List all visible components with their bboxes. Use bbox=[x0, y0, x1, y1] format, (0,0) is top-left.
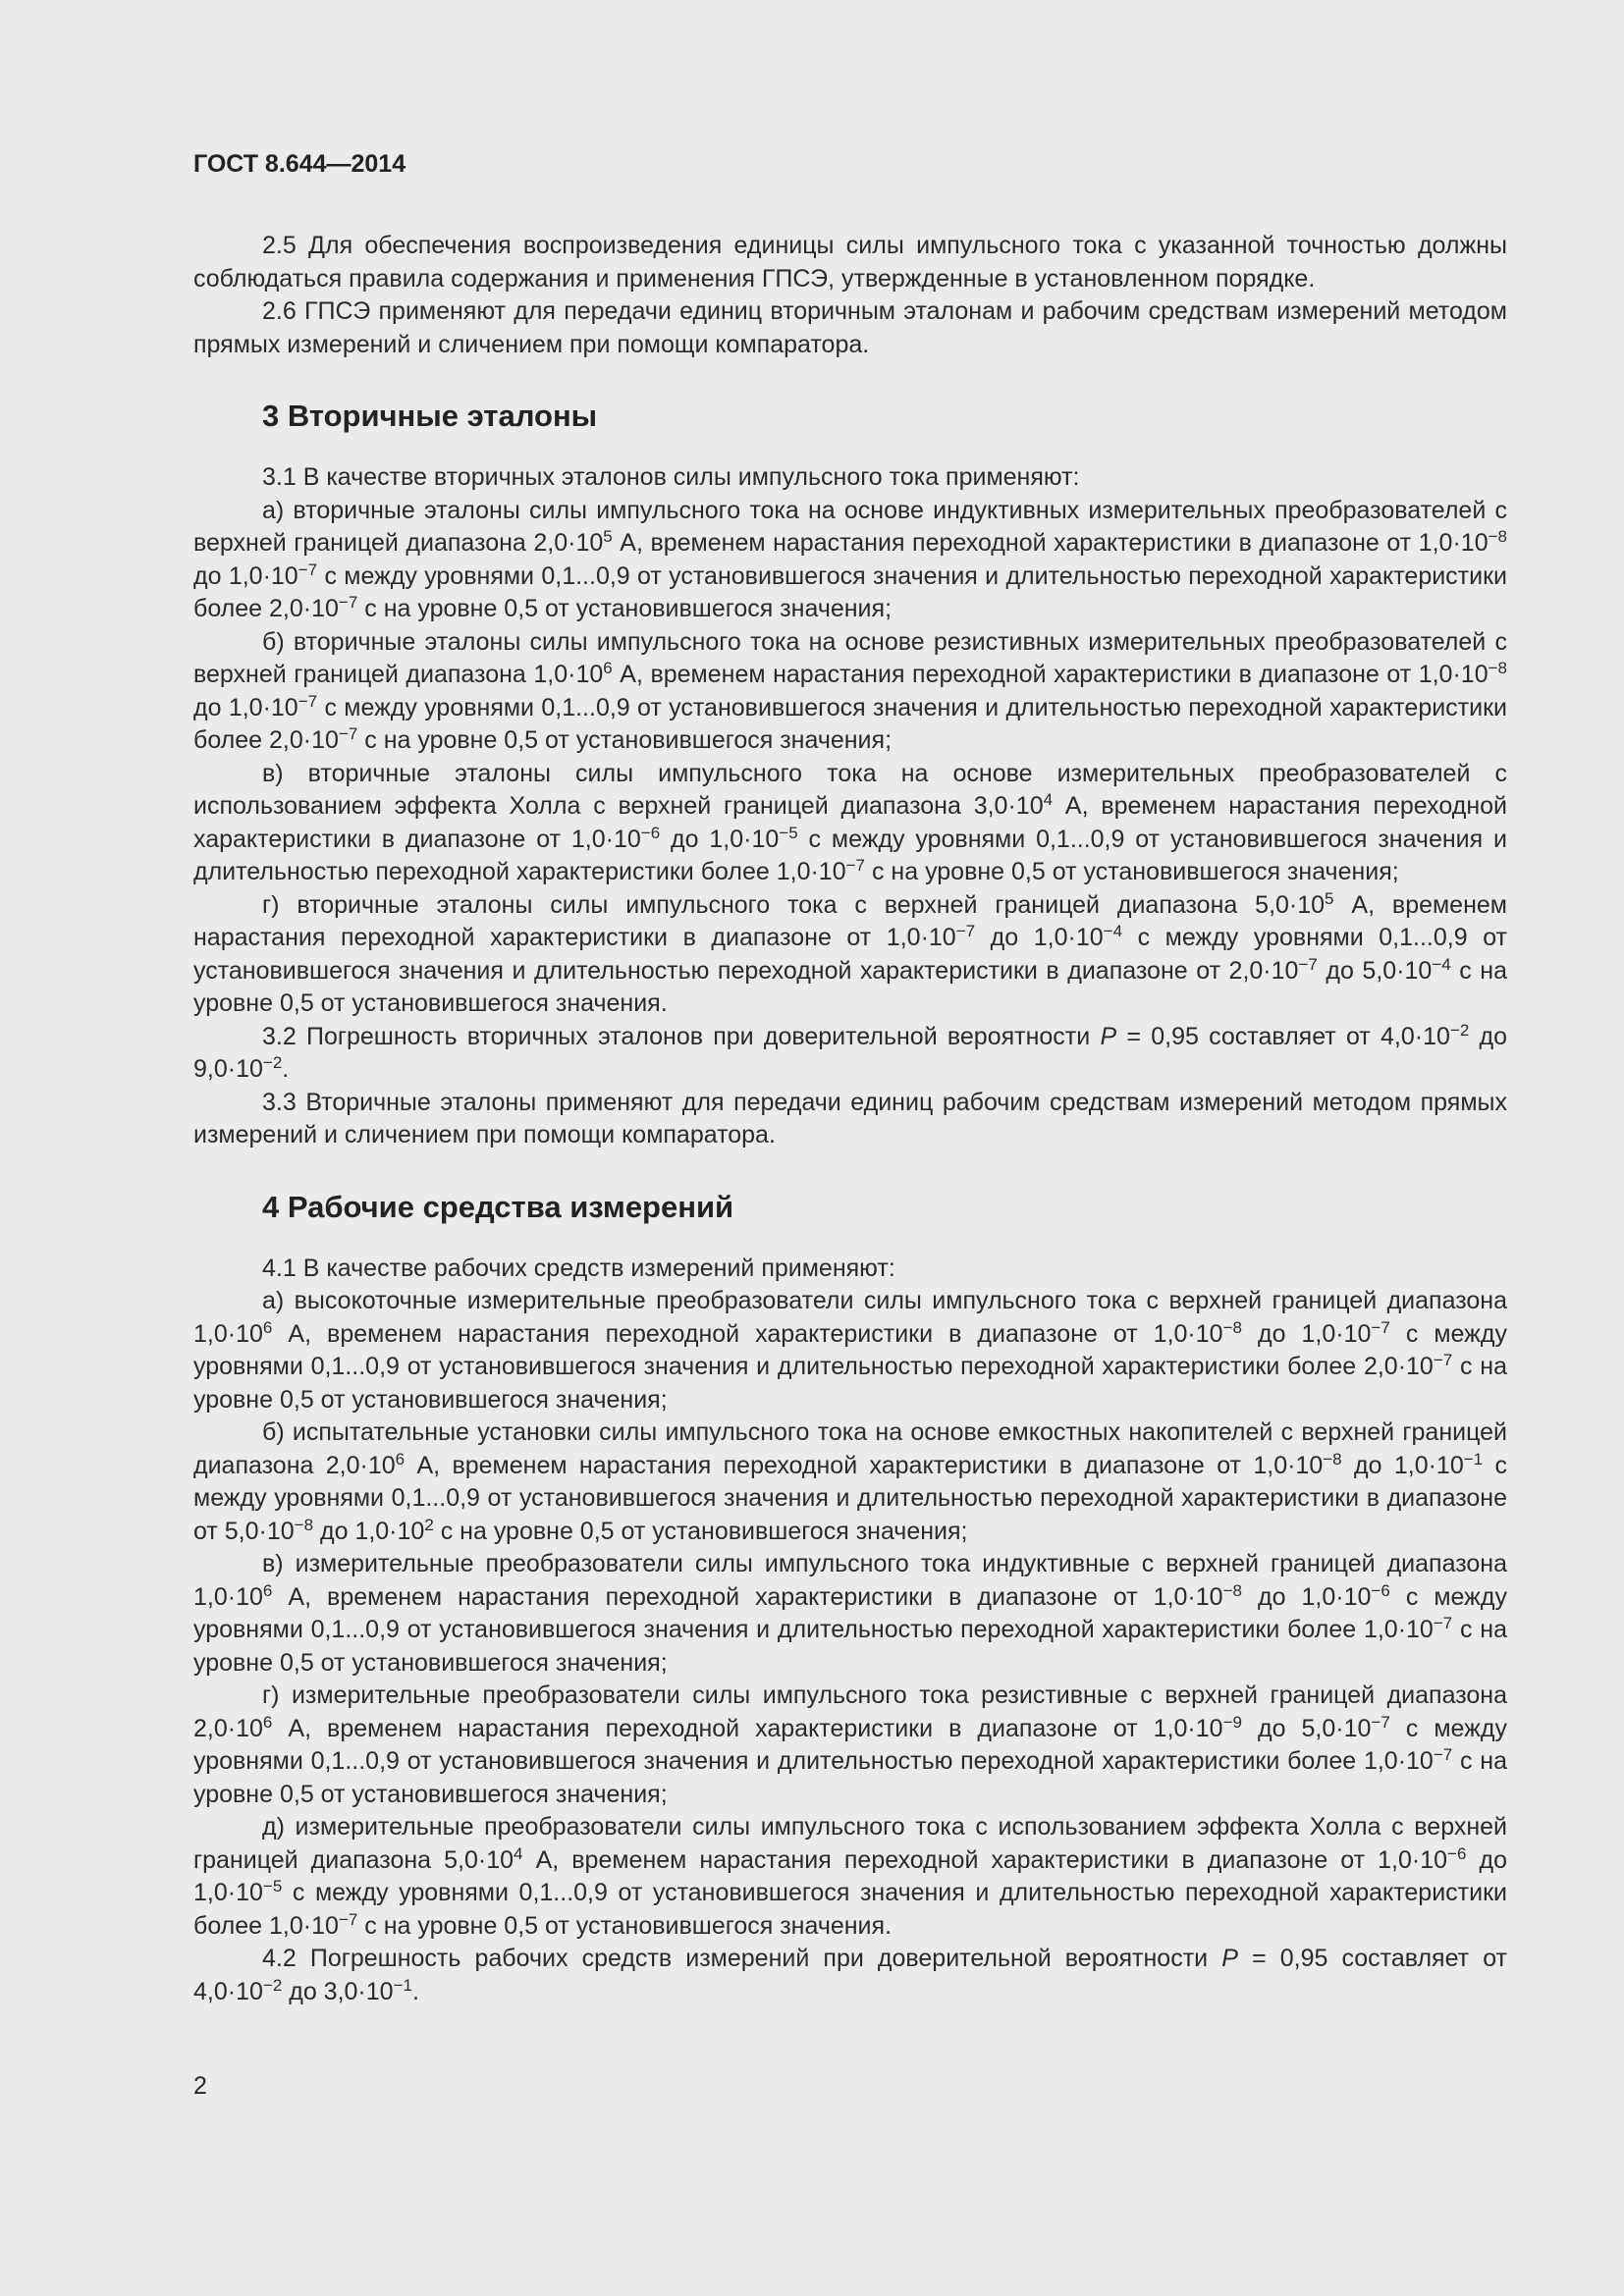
text-run: с на уровне 0,5 от установившегося значения; bbox=[193, 1353, 1507, 1414]
text-run: с на уровне 0,5 от установившегося значения; bbox=[357, 726, 893, 754]
superscript: −7 bbox=[1433, 1614, 1453, 1632]
text-run: с между уровнями 0,1...0,9 от установившегося значения и длительностью переходной характеристики более 1,0·10 bbox=[193, 1582, 1507, 1643]
text-run: 4.2 Погрешность рабочих средств измерений при доверительной вероятности bbox=[262, 1945, 1222, 1972]
text-run: А, временем нарастания переходной характеристики в диапазоне от 1,0·10 bbox=[272, 1582, 1223, 1611]
text-run: А, временем нарастания переходной характеристики в диапазоне от 1,0·10 bbox=[272, 1714, 1223, 1742]
superscript: −8 bbox=[1222, 1580, 1242, 1600]
superscript: −7 bbox=[845, 856, 866, 875]
text-run: с между уровнями 0,1...0,9 от установившегося значения и длительностью переходной характеристики более 1,0·10 bbox=[193, 1714, 1507, 1775]
superscript: −6 bbox=[640, 823, 661, 842]
superscript: 6 bbox=[262, 1580, 273, 1600]
superscript: 2 bbox=[424, 1515, 434, 1534]
paragraph-3-1-a bbox=[193, 495, 1507, 626]
text-run: до 5,0·10 bbox=[1241, 1714, 1372, 1742]
text-run: до 1,0·10 bbox=[975, 924, 1104, 951]
superscript: −5 bbox=[779, 823, 798, 842]
text-run: с между уровнями 0,1...0,9 от установившегося значения и длительностью переходной характеристики более 2,0·10 bbox=[193, 1319, 1507, 1380]
paragraph-2-5: 2.5 Для обеспечения воспроизведения единицы силы импульсного тока с указанной точностью должны соблюдаться правила содержания и применения ГПСЭ, утвержденные в установленном порядке. bbox=[193, 232, 1507, 293]
paragraph-3-1-b bbox=[193, 626, 1507, 758]
superscript: 5 bbox=[1325, 888, 1334, 908]
text-run: с между уровнями 0,1...0,9 от установившегося значения и длительностью переходной характеристики в диапазоне от 2,0·10 bbox=[193, 924, 1507, 985]
superscript: −7 bbox=[298, 560, 318, 579]
text-run: в) измерительные преобразователи силы импульсного тока индуктивные с верхней границей диапазона 1,0·10 bbox=[193, 1550, 1507, 1611]
text-run: А, временем нарастания переходной характеристики в диапазоне от 1,0·10 bbox=[612, 661, 1489, 688]
text-run: до 1,0·10 bbox=[1241, 1582, 1372, 1611]
text-run: с между уровнями 0,1...0,9 от установившегося значения и длительностью переходной характеристики более 1,0·10 bbox=[193, 1879, 1507, 1940]
text-run: А, временем нарастания переходной характеристики в диапазоне от 1,0·10 bbox=[272, 1319, 1223, 1348]
superscript: −7 bbox=[338, 1909, 358, 1929]
superscript: 6 bbox=[262, 1317, 273, 1337]
document-page bbox=[193, 147, 1507, 2008]
superscript: 6 bbox=[603, 659, 613, 677]
superscript: 4 bbox=[514, 1843, 523, 1863]
text-run: = 0,95 составляет от 4,0·10 bbox=[193, 1945, 1507, 2005]
paragraph-4-1-d bbox=[193, 1811, 1507, 1943]
superscript: −4 bbox=[1103, 922, 1123, 940]
text-run: б) вторичные эталоны силы импульсного тока на основе резистивных измерительных преобразователей с верхней границей диапазона 1,0·10 bbox=[193, 627, 1507, 688]
text-run: с на уровне 0,5 от установившегося значения; bbox=[865, 858, 1399, 885]
superscript: −1 bbox=[393, 1975, 412, 1995]
paragraph-4-2 bbox=[193, 1943, 1507, 2008]
superscript: −8 bbox=[1488, 527, 1507, 546]
paragraph-4-1-g bbox=[193, 1680, 1507, 1811]
section-3-title: 3 Вторичные эталоны bbox=[262, 399, 598, 433]
superscript: −9 bbox=[1222, 1712, 1242, 1732]
superscript: −7 bbox=[1371, 1317, 1390, 1337]
text-run: . bbox=[411, 1977, 419, 2005]
text-run: д) измерительные преобразователи силы импульсного тока с использованием эффекта Холла с верхней границей диапазона 5,0·10 bbox=[193, 1813, 1507, 1874]
paragraph-3-3: 3.3 Вторичные эталоны применяют для передачи единиц рабочим средствам измерений методом прямых измерений и сличением при помощи компаратора. bbox=[193, 1088, 1507, 1148]
superscript: −8 bbox=[1323, 1449, 1342, 1468]
text-run: в) вторичные эталоны силы импульсного тока на основе измерительных преобразователей с использованием эффекта Холла с верхней границей диапазона 3,0·10 bbox=[193, 759, 1507, 820]
text-run: 3.2 Погрешность вторичных эталонов при доверительной вероятности bbox=[262, 1022, 1101, 1050]
superscript: −7 bbox=[1433, 1745, 1453, 1764]
text-run: до 5,0·10 bbox=[1317, 956, 1433, 985]
superscript: 6 bbox=[395, 1449, 406, 1468]
page-number: 2 bbox=[193, 2072, 207, 2100]
superscript: −4 bbox=[1432, 954, 1451, 974]
paragraph-4-1: 4.1 В качестве рабочих средств измерений применяют: bbox=[262, 1254, 895, 1282]
text-run: с между уровнями 0,1...0,9 от установившегося значения и длительностью переходной характеристики более 2,0·10 bbox=[193, 693, 1507, 754]
superscript: −2 bbox=[262, 1975, 283, 1995]
text-run: с между уровнями 0,1...0,9 от установившегося значения и длительностью переходной характеристики в диапазоне от 5,0·10 bbox=[193, 1451, 1507, 1545]
superscript: −8 bbox=[1222, 1317, 1242, 1337]
superscript: −5 bbox=[262, 1877, 283, 1896]
variable-p: P bbox=[1100, 1022, 1117, 1050]
text-run: до 1,0·10 bbox=[193, 1845, 1507, 1906]
superscript: −8 bbox=[294, 1515, 314, 1534]
variable-p: P bbox=[1221, 1945, 1238, 1972]
text-run: с на уровне 0,5 от установившегося значения; bbox=[193, 1616, 1507, 1677]
text-run: до 1,0·10 bbox=[313, 1517, 425, 1545]
text-run: до 1,0·10 bbox=[1341, 1451, 1464, 1479]
superscript: −7 bbox=[1298, 954, 1318, 974]
paragraph-3-2 bbox=[193, 1021, 1507, 1087]
text-run: с между уровнями 0,1...0,9 от установившегося значения и длительностью переходной характеристики более 1,0·10 bbox=[193, 825, 1508, 885]
section-4-title: 4 Рабочие средства измерений bbox=[262, 1189, 734, 1224]
text-run: = 0,95 составляет от 4,0·10 bbox=[1116, 1022, 1450, 1050]
text-run: а) высокоточные измерительные преобразователи силы импульсного тока с верхней границей диапазона 1,0·10 bbox=[193, 1287, 1507, 1348]
superscript: −7 bbox=[955, 922, 976, 940]
superscript: 4 bbox=[1043, 790, 1054, 809]
paragraph-4-1-a bbox=[193, 1285, 1507, 1416]
superscript: −6 bbox=[1447, 1843, 1467, 1863]
text-run: с на уровне 0,5 от установившегося значения; bbox=[357, 595, 893, 622]
text-run: до 1,0·10 bbox=[660, 825, 780, 853]
text-run: с на уровне 0,5 от установившегося значения; bbox=[193, 1747, 1507, 1808]
paragraph-3-1-v bbox=[193, 758, 1507, 889]
paragraph-4-1-v bbox=[193, 1548, 1507, 1680]
paragraph-4-1-b bbox=[193, 1416, 1507, 1548]
text-run: А, временем нарастания переходной характеристики в диапазоне от 1,0·10 bbox=[405, 1451, 1324, 1479]
text-run: до 1,0·10 bbox=[1241, 1319, 1372, 1348]
text-run: А, временем нарастания переходной характеристики в диапазоне от 1,0·10 bbox=[612, 529, 1489, 557]
superscript: −8 bbox=[1488, 659, 1507, 677]
superscript: −2 bbox=[262, 1053, 283, 1072]
superscript: −7 bbox=[338, 724, 358, 743]
text-run: г) измерительные преобразователи силы импульсного тока резистивные с верхней границей диапазона 2,0·10 bbox=[193, 1682, 1507, 1742]
text-run: г) вторичные эталоны силы импульсного тока с верхней границей диапазона 5,0·10 bbox=[262, 890, 1326, 919]
text-run: с на уровне 0,5 от установившегося значения. bbox=[357, 1911, 893, 1940]
text-run: А, временем нарастания переходной характеристики в диапазоне от 1,0·10 bbox=[193, 792, 1508, 853]
superscript: −7 bbox=[1371, 1712, 1390, 1732]
text-run: а) вторичные эталоны силы импульсного тока на основе индуктивных измерительных преобразователей с верхней границей диапазона 2,0·10 bbox=[193, 496, 1507, 557]
superscript: −7 bbox=[298, 691, 318, 711]
text-run: до 1,0·10 bbox=[193, 693, 298, 721]
text-run: с на уровне 0,5 от установившегося значения. bbox=[193, 956, 1507, 1017]
document-header: ГОСТ 8.644—2014 bbox=[193, 150, 406, 178]
superscript: 6 bbox=[262, 1712, 273, 1732]
text-run: А, временем нарастания переходной характеристики в диапазоне от 1,0·10 bbox=[522, 1845, 1448, 1874]
text-run: до 9,0·10 bbox=[193, 1022, 1508, 1083]
paragraph-3-1: 3.1 В качестве вторичных эталонов силы импульсного тока применяют: bbox=[262, 463, 1080, 491]
text-run: с между уровнями 0,1...0,9 от установившегося значения и длительностью переходной характеристики более 2,0·10 bbox=[193, 561, 1507, 622]
text-run: б) испытательные установки силы импульсного тока на основе емкостных накопителей с верхней границей диапазона 2,0·10 bbox=[193, 1418, 1507, 1479]
superscript: −7 bbox=[338, 593, 358, 612]
superscript: 5 bbox=[603, 527, 613, 546]
superscript: −2 bbox=[1449, 1020, 1470, 1040]
text-run: с на уровне 0,5 от установившегося значения; bbox=[433, 1517, 968, 1545]
superscript: −6 bbox=[1371, 1580, 1390, 1600]
text-run: до 1,0·10 bbox=[193, 561, 298, 590]
text-run: до 3,0·10 bbox=[282, 1977, 394, 2005]
superscript: −1 bbox=[1463, 1449, 1484, 1468]
paragraph-3-1-g bbox=[193, 889, 1507, 1021]
text-run: А, временем нарастания переходной характеристики в диапазоне от 1,0·10 bbox=[193, 890, 1507, 951]
text-run: . bbox=[282, 1055, 290, 1083]
paragraph-2-6: 2.6 ГПСЭ применяют для передачи единиц вторичным эталонам и рабочим средствам измерений методом прямых измерений и сличением при помощи компаратора. bbox=[193, 297, 1507, 358]
superscript: −7 bbox=[1433, 1351, 1453, 1369]
